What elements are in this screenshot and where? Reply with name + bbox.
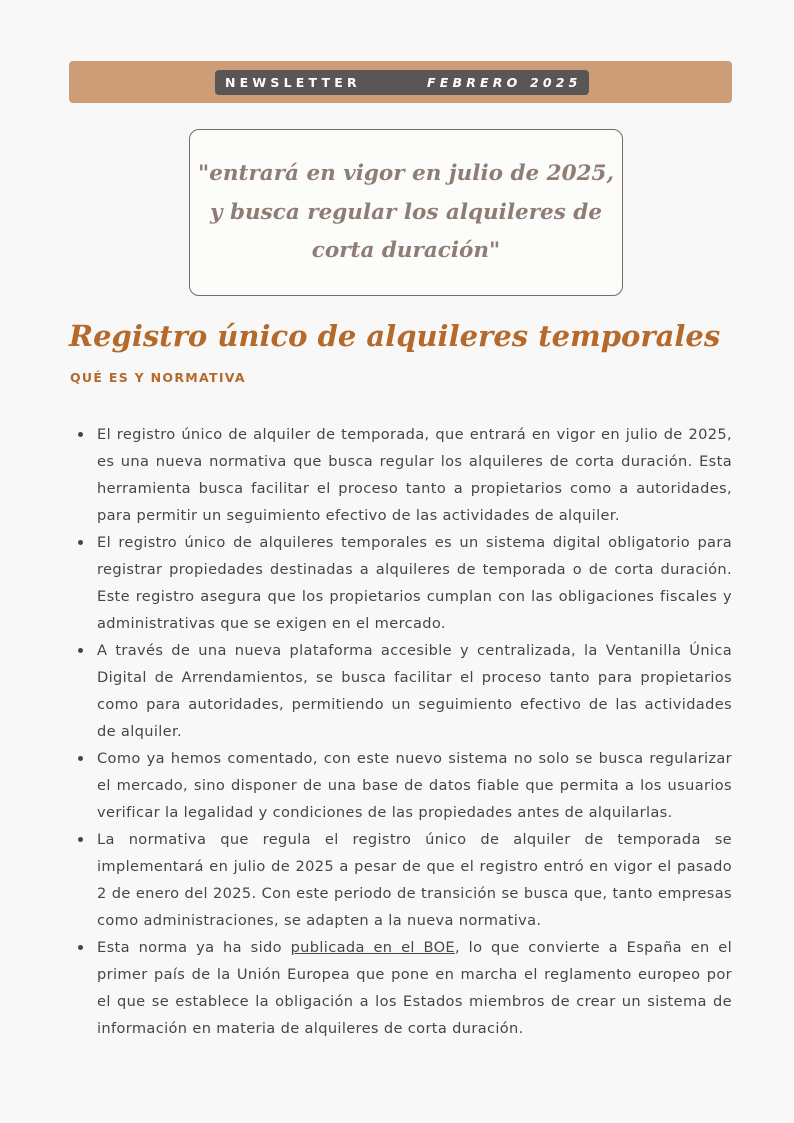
list-item-text: La normativa que regula el registro único de alquiler de temporada se implementará en julio de 2025 a pesar de que el registro entró en vigor el pasado 2 de enero del 2025. Con este periodo de transición se busca que, tanto empresas como administraciones, se adapten a la nueva normativa. xyxy=(97,831,732,929)
header-pill xyxy=(215,70,589,95)
list-item xyxy=(97,637,732,745)
quote-text: "entrará en vigor en julio de 2025, y busca regular los alquileres de corta duración" xyxy=(198,161,614,263)
bullet-icon xyxy=(78,945,83,950)
newsletter-label: NEWSLETTER xyxy=(225,75,361,90)
bullet-icon xyxy=(78,540,83,545)
list-item-text: El registro único de alquiler de temporada, que entrará en vigor en julio de 2025, es una nueva normativa que busca regular los alquileres de corta duración. Esta herramienta busca facilitar el proceso tanto a propietarios como a autoridades, para permitir un seguimiento efectivo de las actividades de alquiler. xyxy=(97,426,732,524)
list-item-text: Como ya hemos comentado, con este nuevo sistema no solo se busca regularizar el mercado, sino disponer de una base de datos fiable que permita a los usuarios verificar la legalidad y condiciones de las propiedades antes de alquilarlas. xyxy=(97,750,732,821)
boe-link[interactable]: publicada en el BOE xyxy=(290,939,455,956)
newsletter-date: FEBRERO 2025 xyxy=(427,75,582,90)
quote-box xyxy=(189,129,623,296)
list-item xyxy=(97,529,732,637)
list-item-text: El registro único de alquileres temporales es un sistema digital obligatorio para registrar propiedades destinadas a alquileres de temporada o de corta duración. Este registro asegura que los propietarios cumplan con las obligaciones fiscales y administrativas que se exigen en el mercado. xyxy=(97,534,732,632)
bullet-list xyxy=(97,421,732,1042)
bullet-icon xyxy=(78,756,83,761)
list-item xyxy=(97,934,732,1042)
bullet-icon xyxy=(78,837,83,842)
list-item xyxy=(97,826,732,934)
bullet-icon xyxy=(78,648,83,653)
list-item-text-before: Esta norma ya ha sido xyxy=(97,939,291,956)
list-item xyxy=(97,745,732,826)
list-item xyxy=(97,421,732,529)
bullet-icon xyxy=(78,432,83,437)
list-item-text-after: , lo que convierte a España en el primer país de la Unión Europea que pone en marcha el reglamento europeo por el que se establece la obligación a los Estados miembros de crear un sistema de información en materia de alquileres de corta duración. xyxy=(97,939,732,1037)
article-subtitle: QUÉ ES Y NORMATIVA xyxy=(70,370,246,385)
list-item-text: A través de una nueva plataforma accesible y centralizada, la Ventanilla Única Digital de Arrendamientos, se busca facilitar el proceso tanto para propietarios como para autoridades, permitiendo un seguimiento efectivo de las actividades de alquiler. xyxy=(97,642,732,740)
header-bar xyxy=(69,61,732,103)
article-title: Registro único de alquileres temporales xyxy=(69,319,721,353)
